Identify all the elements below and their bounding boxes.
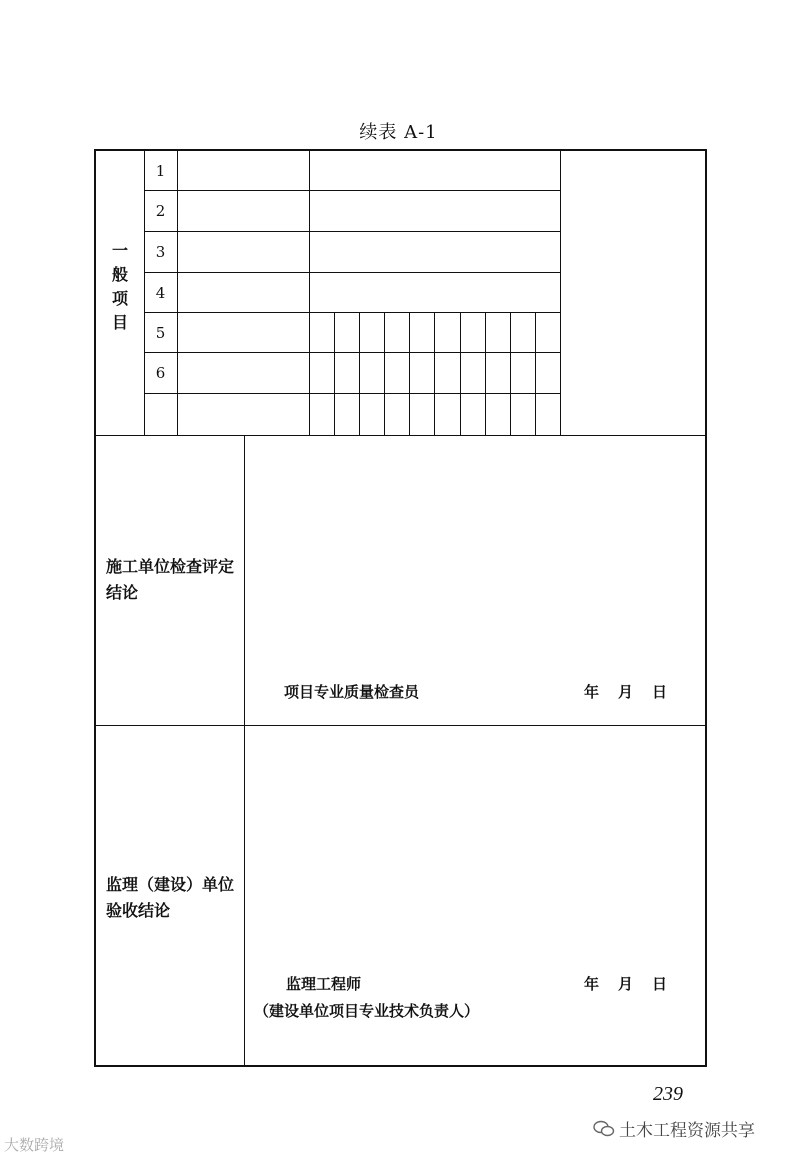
- column-divider: [560, 151, 561, 435]
- page-title: 续表 A-1: [359, 122, 438, 143]
- date-year: 年: [584, 683, 600, 701]
- quality-inspector-label: 项目专业质量检查员: [284, 683, 420, 701]
- supervision-conclusion-label-cell: [96, 726, 245, 1065]
- grid-divider: [334, 312, 335, 435]
- date-day: 日: [652, 683, 668, 701]
- supervision-conclusion-section: [96, 726, 705, 1065]
- grid-divider: [460, 312, 461, 435]
- general-items-section: [96, 151, 705, 436]
- label-char: 项: [111, 289, 128, 308]
- row-number: 4: [155, 284, 166, 302]
- row-divider: [144, 352, 560, 353]
- row-divider: [144, 231, 560, 232]
- account-watermark: [593, 1116, 755, 1143]
- supervision-conclusion-label: 监理（建设）单位验收结论: [106, 875, 235, 920]
- construction-conclusion-label: 施工单位检查评定结论: [106, 557, 235, 602]
- row-divider: [144, 393, 560, 394]
- row-number: 3: [155, 243, 166, 261]
- grid-divider: [485, 312, 486, 435]
- label-char: 一: [111, 241, 128, 260]
- date-day: 日: [652, 975, 668, 993]
- row-divider: [144, 190, 560, 191]
- grid-divider: [535, 312, 536, 435]
- label-char: 般: [111, 265, 128, 284]
- inspection-form: [94, 149, 707, 1067]
- column-divider: [309, 151, 310, 435]
- general-items-label-cell: [96, 151, 145, 435]
- wechat-icon: [593, 1120, 615, 1143]
- row-divider: [144, 272, 560, 273]
- supervision-engineer-label: 监理工程师: [286, 975, 362, 993]
- row-number: [144, 394, 177, 434]
- row-number: 6: [155, 364, 166, 382]
- grid-divider: [409, 312, 410, 435]
- date-month: 月: [618, 683, 634, 701]
- source-name: 大数跨境: [4, 1136, 65, 1154]
- construction-conclusion-label-cell: [96, 436, 245, 725]
- grid-divider: [384, 312, 385, 435]
- account-name: 土木工程资源共享: [619, 1121, 755, 1141]
- technical-lead-label: （建设单位项目专业技术负责人）: [254, 1002, 480, 1020]
- grid-divider: [510, 312, 511, 435]
- grid-divider: [359, 312, 360, 435]
- label-char: 目: [111, 313, 128, 332]
- row-number: 5: [155, 324, 166, 342]
- date-month: 月: [618, 975, 634, 993]
- general-items-label: [96, 239, 144, 335]
- row-number: 1: [155, 162, 166, 180]
- grid-divider: [434, 312, 435, 435]
- construction-conclusion-section: [96, 436, 705, 726]
- row-divider: [144, 312, 560, 313]
- row-number: 2: [155, 202, 166, 220]
- date-year: 年: [584, 975, 600, 993]
- source-watermark: [4, 1134, 64, 1155]
- page-number: 239: [653, 1083, 683, 1105]
